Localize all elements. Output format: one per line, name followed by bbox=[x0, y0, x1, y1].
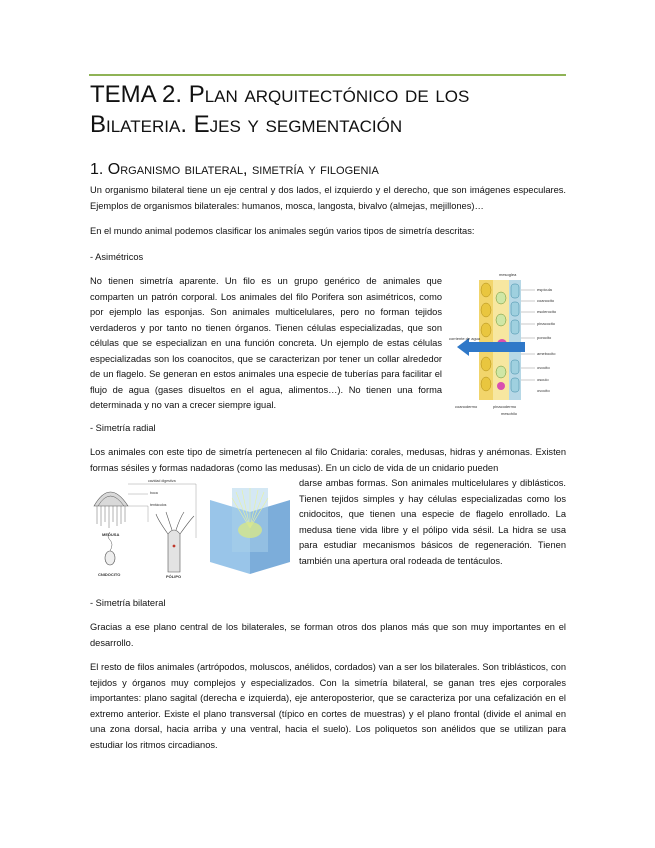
bilateral-paragraph-1: Gracias a ese plano central de los bilaterales, se forman otros dos planos más que son muy importantes en el desarrollo. bbox=[90, 622, 566, 648]
sponge-label: esclerocito bbox=[537, 309, 557, 314]
bilateral-paragraph-2: El resto de filos animales (artrópodos, moluscos, anélidos, cordados) van a ser los bilaterales. Son triblásticos, con tejidos y órganos muy complejos y especializados. Con la simetría bilateral, se ganan tres ejes corporales importantes: plano sagital (derecha e izquierda), eje anteroposterior, que se caracteriza por una cefalización en el extremo anterior. Existe el plano transversal (típico en cortes de muestras) y el plano frontal (divide el animal en una zona dorsal, hacia arriba y una ventral, hacia el suelo). Los poliquetos son anélidos que se utilizan para estudiar los ritmos circadianos. bbox=[90, 662, 566, 750]
intro-paragraph: Un organismo bilateral tiene un eje central y dos lados, el izquierdo y el derecho, que son imágenes especulares. Ejemplos de organismos bilaterales: humanos, mosca, langosta, bivalvo (almejas, mejillones)… bbox=[90, 185, 566, 211]
asymmetric-paragraph: No tienen simetría aparente. Un filo es un grupo genérico de animales que comparten un patrón corporal. Los animales del filo Porifera son asimétricos, como por ejemplo las esponjas. Son animales multicelulares, pero no forman tejidos verdaderos y por tanto no tienen órganos. Tienen células especializadas, que son células que se especializan en una función concreta. Un ejemplo de estas células especializadas son los coanocitos, que se caracterizan por tener un collar alrededor de un flagelo. Se generan en estos animales una especie de tuberías para facilitar el flujo de agua (gases disueltos en el agua, alimentos…). No tienen una forma determinada y no van a crecer siempre igual. bbox=[90, 276, 442, 410]
cnidaria-label: PÓLIPO bbox=[166, 574, 182, 579]
radial-heading: - Simetría radial bbox=[90, 423, 156, 433]
sponge-label: espícula bbox=[537, 287, 552, 292]
sponge-label: ovocito bbox=[537, 388, 550, 393]
sponge-diagram bbox=[449, 268, 569, 416]
cnidaria-label: boca bbox=[150, 491, 158, 495]
radial-planes-diagram bbox=[206, 482, 294, 578]
bilateral-heading: - Simetría bilateral bbox=[90, 598, 166, 608]
sponge-label: osculo bbox=[537, 377, 549, 382]
page-title: TEMA 2. Plan arquitectónico de los Bilateria. Ejes y segmentación bbox=[90, 81, 470, 138]
sponge-label: mesoglea bbox=[499, 272, 517, 277]
sponge-label: porocito bbox=[537, 335, 552, 340]
sponge-label: coanocito bbox=[537, 298, 555, 303]
section-heading: 1. Organismo bilateral, simetría y filogenia bbox=[90, 161, 379, 178]
radial-paragraph-2: darse ambas formas. Son animales multicelulares y diblásticos. Tienen tejidos simples y hay células especializadas como los cnidocitos, que tienen una especie de flagelo enrollado. La medusa tiene vida libre y el pólipo vida sésil. La hidra se usa para estudiar mecanismos básicos de regeneración. Tienen también una apertura oral rodeada de tentáculos. bbox=[299, 478, 566, 566]
radial-paragraph-1: Los animales con este tipo de simetría pertenecen al filo Cnidaria: corales, medusas, hidras y anémonas. Existen formas sésiles y formas nadadoras (como las medusas). En un ciclo de vida de un cnidario pueden bbox=[90, 447, 566, 473]
asymmetric-heading: - Asimétricos bbox=[90, 252, 144, 262]
cnidaria-label: MEDUSA bbox=[102, 532, 120, 537]
sponge-label: coanodermo bbox=[455, 404, 478, 409]
title-rule bbox=[89, 74, 566, 76]
sponge-label: mesohilo bbox=[501, 411, 518, 416]
sponge-label: corriente de agua bbox=[449, 336, 481, 341]
intro-paragraph-2: En el mundo animal podemos clasificar los animales según varios tipos de simetría descritas: bbox=[90, 226, 475, 236]
sponge-label: amebocito bbox=[537, 351, 556, 356]
cnidaria-label: tentáculos bbox=[150, 503, 167, 507]
cnidaria-diagram bbox=[88, 476, 206, 580]
sponge-label: pinacocito bbox=[537, 321, 556, 326]
cnidaria-label: cavidad digestiva bbox=[148, 479, 176, 483]
sponge-label: ovocito bbox=[537, 365, 550, 370]
sponge-label: pinacodermo bbox=[493, 404, 517, 409]
cnidaria-label: CNIDOCITO bbox=[98, 572, 121, 577]
